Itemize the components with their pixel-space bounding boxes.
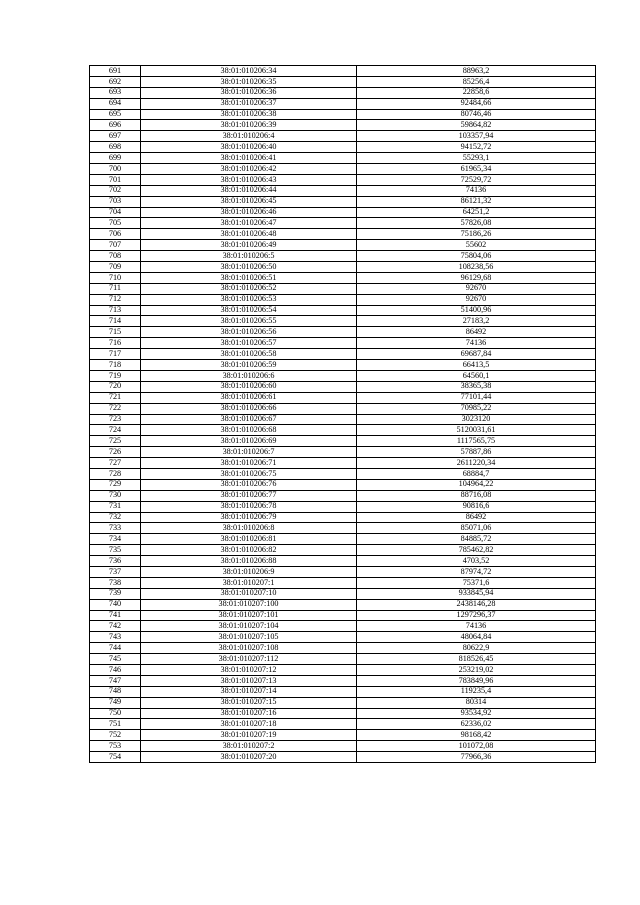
row-number-cell: 732 bbox=[90, 512, 141, 523]
row-number-cell: 711 bbox=[90, 283, 141, 294]
cadastral-number-cell: 38:01:010206:58 bbox=[141, 349, 357, 360]
row-number-cell: 753 bbox=[90, 741, 141, 752]
cadastral-number-cell: 38:01:010207:16 bbox=[141, 708, 357, 719]
table-row bbox=[90, 468, 596, 479]
value-cell: 27183,2 bbox=[357, 316, 596, 327]
table-row bbox=[90, 66, 596, 77]
row-number-cell: 719 bbox=[90, 370, 141, 381]
row-number-cell: 697 bbox=[90, 131, 141, 142]
table-row bbox=[90, 251, 596, 262]
cadastral-number-cell: 38:01:010206:39 bbox=[141, 120, 357, 131]
cadastral-number-cell: 38:01:010206:44 bbox=[141, 185, 357, 196]
table-row bbox=[90, 207, 596, 218]
value-cell: 74136 bbox=[357, 338, 596, 349]
cadastral-number-cell: 38:01:010206:76 bbox=[141, 479, 357, 490]
table-row bbox=[90, 479, 596, 490]
value-cell: 77966,36 bbox=[357, 752, 596, 763]
row-number-cell: 746 bbox=[90, 664, 141, 675]
cadastral-number-cell: 38:01:010206:7 bbox=[141, 447, 357, 458]
row-number-cell: 730 bbox=[90, 490, 141, 501]
table-row bbox=[90, 109, 596, 120]
row-number-cell: 736 bbox=[90, 556, 141, 567]
row-number-cell: 754 bbox=[90, 752, 141, 763]
cadastral-number-cell: 38:01:010206:34 bbox=[141, 66, 357, 77]
cadastral-number-cell: 38:01:010206:49 bbox=[141, 240, 357, 251]
cadastral-number-cell: 38:01:010206:37 bbox=[141, 98, 357, 109]
cadastral-number-cell: 38:01:010206:56 bbox=[141, 327, 357, 338]
value-cell: 1117565,75 bbox=[357, 436, 596, 447]
value-cell: 62336,02 bbox=[357, 719, 596, 730]
row-number-cell: 698 bbox=[90, 142, 141, 153]
cadastral-number-cell: 38:01:010206:35 bbox=[141, 76, 357, 87]
row-number-cell: 747 bbox=[90, 675, 141, 686]
row-number-cell: 734 bbox=[90, 534, 141, 545]
table-row bbox=[90, 621, 596, 632]
cadastral-number-cell: 38:01:010207:20 bbox=[141, 752, 357, 763]
value-cell: 74136 bbox=[357, 621, 596, 632]
row-number-cell: 729 bbox=[90, 479, 141, 490]
row-number-cell: 745 bbox=[90, 654, 141, 665]
value-cell: 104964,22 bbox=[357, 479, 596, 490]
table-row bbox=[90, 120, 596, 131]
table-row bbox=[90, 338, 596, 349]
table-row bbox=[90, 218, 596, 229]
value-cell: 96129,68 bbox=[357, 272, 596, 283]
row-number-cell: 744 bbox=[90, 643, 141, 654]
cadastral-number-cell: 38:01:010207:101 bbox=[141, 610, 357, 621]
row-number-cell: 716 bbox=[90, 338, 141, 349]
value-cell: 2611220,34 bbox=[357, 458, 596, 469]
value-cell: 87974,72 bbox=[357, 566, 596, 577]
table-row bbox=[90, 599, 596, 610]
row-number-cell: 708 bbox=[90, 251, 141, 262]
cadastral-number-cell: 38:01:010207:19 bbox=[141, 730, 357, 741]
row-number-cell: 693 bbox=[90, 87, 141, 98]
cadastral-number-cell: 38:01:010206:55 bbox=[141, 316, 357, 327]
value-cell: 75186,26 bbox=[357, 229, 596, 240]
row-number-cell: 699 bbox=[90, 153, 141, 164]
row-number-cell: 696 bbox=[90, 120, 141, 131]
cadastral-number-cell: 38:01:010207:14 bbox=[141, 686, 357, 697]
row-number-cell: 704 bbox=[90, 207, 141, 218]
value-cell: 933845,94 bbox=[357, 588, 596, 599]
cadastral-number-cell: 38:01:010206:53 bbox=[141, 294, 357, 305]
value-cell: 5120031,61 bbox=[357, 425, 596, 436]
table-row bbox=[90, 632, 596, 643]
table-row bbox=[90, 436, 596, 447]
value-cell: 92670 bbox=[357, 294, 596, 305]
cadastral-number-cell: 38:01:010206:8 bbox=[141, 523, 357, 534]
row-number-cell: 722 bbox=[90, 403, 141, 414]
cadastral-number-cell: 38:01:010206:61 bbox=[141, 392, 357, 403]
row-number-cell: 715 bbox=[90, 327, 141, 338]
cadastral-number-cell: 38:01:010207:1 bbox=[141, 577, 357, 588]
row-number-cell: 718 bbox=[90, 360, 141, 371]
cadastral-number-cell: 38:01:010206:71 bbox=[141, 458, 357, 469]
row-number-cell: 749 bbox=[90, 697, 141, 708]
row-number-cell: 737 bbox=[90, 566, 141, 577]
cadastral-number-cell: 38:01:010206:4 bbox=[141, 131, 357, 142]
row-number-cell: 751 bbox=[90, 719, 141, 730]
table-row bbox=[90, 229, 596, 240]
table-row bbox=[90, 458, 596, 469]
cadastral-value-table bbox=[89, 65, 596, 763]
value-cell: 94152,72 bbox=[357, 142, 596, 153]
value-cell: 74136 bbox=[357, 185, 596, 196]
table-row bbox=[90, 664, 596, 675]
table-row bbox=[90, 447, 596, 458]
cadastral-number-cell: 38:01:010206:36 bbox=[141, 87, 357, 98]
table-row bbox=[90, 741, 596, 752]
cadastral-number-cell: 38:01:010207:104 bbox=[141, 621, 357, 632]
table-row bbox=[90, 610, 596, 621]
cadastral-number-cell: 38:01:010207:112 bbox=[141, 654, 357, 665]
value-cell: 92670 bbox=[357, 283, 596, 294]
cadastral-number-cell: 38:01:010207:10 bbox=[141, 588, 357, 599]
value-cell: 103357,94 bbox=[357, 131, 596, 142]
value-cell: 75371,6 bbox=[357, 577, 596, 588]
value-cell: 93534,92 bbox=[357, 708, 596, 719]
row-number-cell: 717 bbox=[90, 349, 141, 360]
value-cell: 86121,32 bbox=[357, 196, 596, 207]
row-number-cell: 735 bbox=[90, 545, 141, 556]
cadastral-number-cell: 38:01:010206:59 bbox=[141, 360, 357, 371]
table-row bbox=[90, 654, 596, 665]
value-cell: 80746,46 bbox=[357, 109, 596, 120]
table-row bbox=[90, 131, 596, 142]
value-cell: 57887,86 bbox=[357, 447, 596, 458]
row-number-cell: 709 bbox=[90, 262, 141, 273]
value-cell: 22858,6 bbox=[357, 87, 596, 98]
row-number-cell: 710 bbox=[90, 272, 141, 283]
cadastral-number-cell: 38:01:010206:66 bbox=[141, 403, 357, 414]
cadastral-number-cell: 38:01:010206:47 bbox=[141, 218, 357, 229]
row-number-cell: 752 bbox=[90, 730, 141, 741]
table-row bbox=[90, 283, 596, 294]
value-cell: 80622,9 bbox=[357, 643, 596, 654]
value-cell: 72529,72 bbox=[357, 174, 596, 185]
value-cell: 88963,2 bbox=[357, 66, 596, 77]
value-cell: 86492 bbox=[357, 512, 596, 523]
table-row bbox=[90, 98, 596, 109]
value-cell: 64251,2 bbox=[357, 207, 596, 218]
cadastral-number-cell: 38:01:010207:108 bbox=[141, 643, 357, 654]
row-number-cell: 727 bbox=[90, 458, 141, 469]
table-row bbox=[90, 501, 596, 512]
row-number-cell: 750 bbox=[90, 708, 141, 719]
row-number-cell: 706 bbox=[90, 229, 141, 240]
table-row bbox=[90, 566, 596, 577]
cadastral-number-cell: 38:01:010206:50 bbox=[141, 262, 357, 273]
value-cell: 75804,06 bbox=[357, 251, 596, 262]
table-row bbox=[90, 490, 596, 501]
row-number-cell: 748 bbox=[90, 686, 141, 697]
table-row bbox=[90, 708, 596, 719]
value-cell: 51400,96 bbox=[357, 305, 596, 316]
cadastral-number-cell: 38:01:010206:5 bbox=[141, 251, 357, 262]
cadastral-number-cell: 38:01:010207:12 bbox=[141, 664, 357, 675]
row-number-cell: 702 bbox=[90, 185, 141, 196]
table-row bbox=[90, 556, 596, 567]
cadastral-number-cell: 38:01:010207:2 bbox=[141, 741, 357, 752]
cadastral-number-cell: 38:01:010207:100 bbox=[141, 599, 357, 610]
value-cell: 90816,6 bbox=[357, 501, 596, 512]
table-row bbox=[90, 76, 596, 87]
table-row bbox=[90, 196, 596, 207]
cadastral-number-cell: 38:01:010207:105 bbox=[141, 632, 357, 643]
cadastral-number-cell: 38:01:010206:52 bbox=[141, 283, 357, 294]
value-cell: 785462,82 bbox=[357, 545, 596, 556]
value-cell: 68884,7 bbox=[357, 468, 596, 479]
row-number-cell: 740 bbox=[90, 599, 141, 610]
row-number-cell: 692 bbox=[90, 76, 141, 87]
cadastral-number-cell: 38:01:010206:48 bbox=[141, 229, 357, 240]
row-number-cell: 712 bbox=[90, 294, 141, 305]
value-cell: 57826,08 bbox=[357, 218, 596, 229]
cadastral-number-cell: 38:01:010207:13 bbox=[141, 675, 357, 686]
row-number-cell: 707 bbox=[90, 240, 141, 251]
value-cell: 85071,06 bbox=[357, 523, 596, 534]
value-cell: 85256,4 bbox=[357, 76, 596, 87]
table-row bbox=[90, 588, 596, 599]
cadastral-number-cell: 38:01:010206:69 bbox=[141, 436, 357, 447]
row-number-cell: 742 bbox=[90, 621, 141, 632]
value-cell: 55293,1 bbox=[357, 153, 596, 164]
row-number-cell: 726 bbox=[90, 447, 141, 458]
cadastral-number-cell: 38:01:010206:79 bbox=[141, 512, 357, 523]
table-row bbox=[90, 425, 596, 436]
row-number-cell: 701 bbox=[90, 174, 141, 185]
row-number-cell: 713 bbox=[90, 305, 141, 316]
cadastral-number-cell: 38:01:010206:68 bbox=[141, 425, 357, 436]
value-cell: 818526,45 bbox=[357, 654, 596, 665]
value-cell: 101072,08 bbox=[357, 741, 596, 752]
cadastral-number-cell: 38:01:010206:46 bbox=[141, 207, 357, 218]
row-number-cell: 741 bbox=[90, 610, 141, 621]
value-cell: 253219,02 bbox=[357, 664, 596, 675]
table-row bbox=[90, 349, 596, 360]
value-cell: 61965,34 bbox=[357, 164, 596, 175]
value-cell: 783849,96 bbox=[357, 675, 596, 686]
cadastral-number-cell: 38:01:010206:54 bbox=[141, 305, 357, 316]
cadastral-number-cell: 38:01:010206:6 bbox=[141, 370, 357, 381]
table-row bbox=[90, 174, 596, 185]
table-row bbox=[90, 87, 596, 98]
cadastral-number-cell: 38:01:010206:81 bbox=[141, 534, 357, 545]
table-row bbox=[90, 752, 596, 763]
value-cell: 80314 bbox=[357, 697, 596, 708]
table-row bbox=[90, 534, 596, 545]
table-row bbox=[90, 272, 596, 283]
value-cell: 4703,52 bbox=[357, 556, 596, 567]
value-cell: 66413,5 bbox=[357, 360, 596, 371]
cadastral-number-cell: 38:01:010206:88 bbox=[141, 556, 357, 567]
row-number-cell: 739 bbox=[90, 588, 141, 599]
table-row bbox=[90, 392, 596, 403]
row-number-cell: 738 bbox=[90, 577, 141, 588]
row-number-cell: 724 bbox=[90, 425, 141, 436]
table-row bbox=[90, 403, 596, 414]
table-row bbox=[90, 142, 596, 153]
table-row bbox=[90, 316, 596, 327]
value-cell: 77101,44 bbox=[357, 392, 596, 403]
cadastral-number-cell: 38:01:010207:18 bbox=[141, 719, 357, 730]
value-cell: 38365,38 bbox=[357, 381, 596, 392]
value-cell: 69687,84 bbox=[357, 349, 596, 360]
cadastral-number-cell: 38:01:010206:40 bbox=[141, 142, 357, 153]
row-number-cell: 720 bbox=[90, 381, 141, 392]
table-row bbox=[90, 697, 596, 708]
table-row bbox=[90, 381, 596, 392]
table-row bbox=[90, 675, 596, 686]
table-row bbox=[90, 185, 596, 196]
row-number-cell: 743 bbox=[90, 632, 141, 643]
value-cell: 86492 bbox=[357, 327, 596, 338]
table-row bbox=[90, 523, 596, 534]
cadastral-number-cell: 38:01:010206:82 bbox=[141, 545, 357, 556]
row-number-cell: 705 bbox=[90, 218, 141, 229]
table-row bbox=[90, 153, 596, 164]
row-number-cell: 731 bbox=[90, 501, 141, 512]
row-number-cell: 728 bbox=[90, 468, 141, 479]
cadastral-number-cell: 38:01:010206:78 bbox=[141, 501, 357, 512]
cadastral-number-cell: 38:01:010206:57 bbox=[141, 338, 357, 349]
value-cell: 70985,22 bbox=[357, 403, 596, 414]
table-row bbox=[90, 512, 596, 523]
cadastral-number-cell: 38:01:010207:15 bbox=[141, 697, 357, 708]
value-cell: 98168,42 bbox=[357, 730, 596, 741]
value-cell: 88716,08 bbox=[357, 490, 596, 501]
cadastral-number-cell: 38:01:010206:42 bbox=[141, 164, 357, 175]
value-cell: 2438146,28 bbox=[357, 599, 596, 610]
row-number-cell: 695 bbox=[90, 109, 141, 120]
value-cell: 119235,4 bbox=[357, 686, 596, 697]
table-row bbox=[90, 294, 596, 305]
cadastral-number-cell: 38:01:010206:41 bbox=[141, 153, 357, 164]
value-cell: 108238,56 bbox=[357, 262, 596, 273]
value-cell: 64560,1 bbox=[357, 370, 596, 381]
table-row bbox=[90, 686, 596, 697]
cadastral-number-cell: 38:01:010206:9 bbox=[141, 566, 357, 577]
table-row bbox=[90, 577, 596, 588]
table-row bbox=[90, 360, 596, 371]
row-number-cell: 733 bbox=[90, 523, 141, 534]
row-number-cell: 725 bbox=[90, 436, 141, 447]
table-row bbox=[90, 164, 596, 175]
row-number-cell: 691 bbox=[90, 66, 141, 77]
cadastral-number-cell: 38:01:010206:45 bbox=[141, 196, 357, 207]
value-cell: 1297296,37 bbox=[357, 610, 596, 621]
cadastral-number-cell: 38:01:010206:75 bbox=[141, 468, 357, 479]
cadastral-number-cell: 38:01:010206:51 bbox=[141, 272, 357, 283]
cadastral-number-cell: 38:01:010206:38 bbox=[141, 109, 357, 120]
table-row bbox=[90, 240, 596, 251]
row-number-cell: 694 bbox=[90, 98, 141, 109]
row-number-cell: 723 bbox=[90, 414, 141, 425]
table-row bbox=[90, 305, 596, 316]
cadastral-number-cell: 38:01:010206:43 bbox=[141, 174, 357, 185]
row-number-cell: 700 bbox=[90, 164, 141, 175]
value-cell: 3023120 bbox=[357, 414, 596, 425]
cadastral-number-cell: 38:01:010206:67 bbox=[141, 414, 357, 425]
value-cell: 48064,84 bbox=[357, 632, 596, 643]
table-row bbox=[90, 545, 596, 556]
table-row bbox=[90, 327, 596, 338]
table-row bbox=[90, 370, 596, 381]
row-number-cell: 714 bbox=[90, 316, 141, 327]
value-cell: 59864,82 bbox=[357, 120, 596, 131]
table-row bbox=[90, 262, 596, 273]
value-cell: 92484,66 bbox=[357, 98, 596, 109]
row-number-cell: 721 bbox=[90, 392, 141, 403]
table-body bbox=[90, 66, 596, 763]
table-row bbox=[90, 643, 596, 654]
table-row bbox=[90, 730, 596, 741]
table-row bbox=[90, 719, 596, 730]
cadastral-number-cell: 38:01:010206:60 bbox=[141, 381, 357, 392]
value-cell: 84885,72 bbox=[357, 534, 596, 545]
cadastral-number-cell: 38:01:010206:77 bbox=[141, 490, 357, 501]
row-number-cell: 703 bbox=[90, 196, 141, 207]
value-cell: 55602 bbox=[357, 240, 596, 251]
table-row bbox=[90, 414, 596, 425]
